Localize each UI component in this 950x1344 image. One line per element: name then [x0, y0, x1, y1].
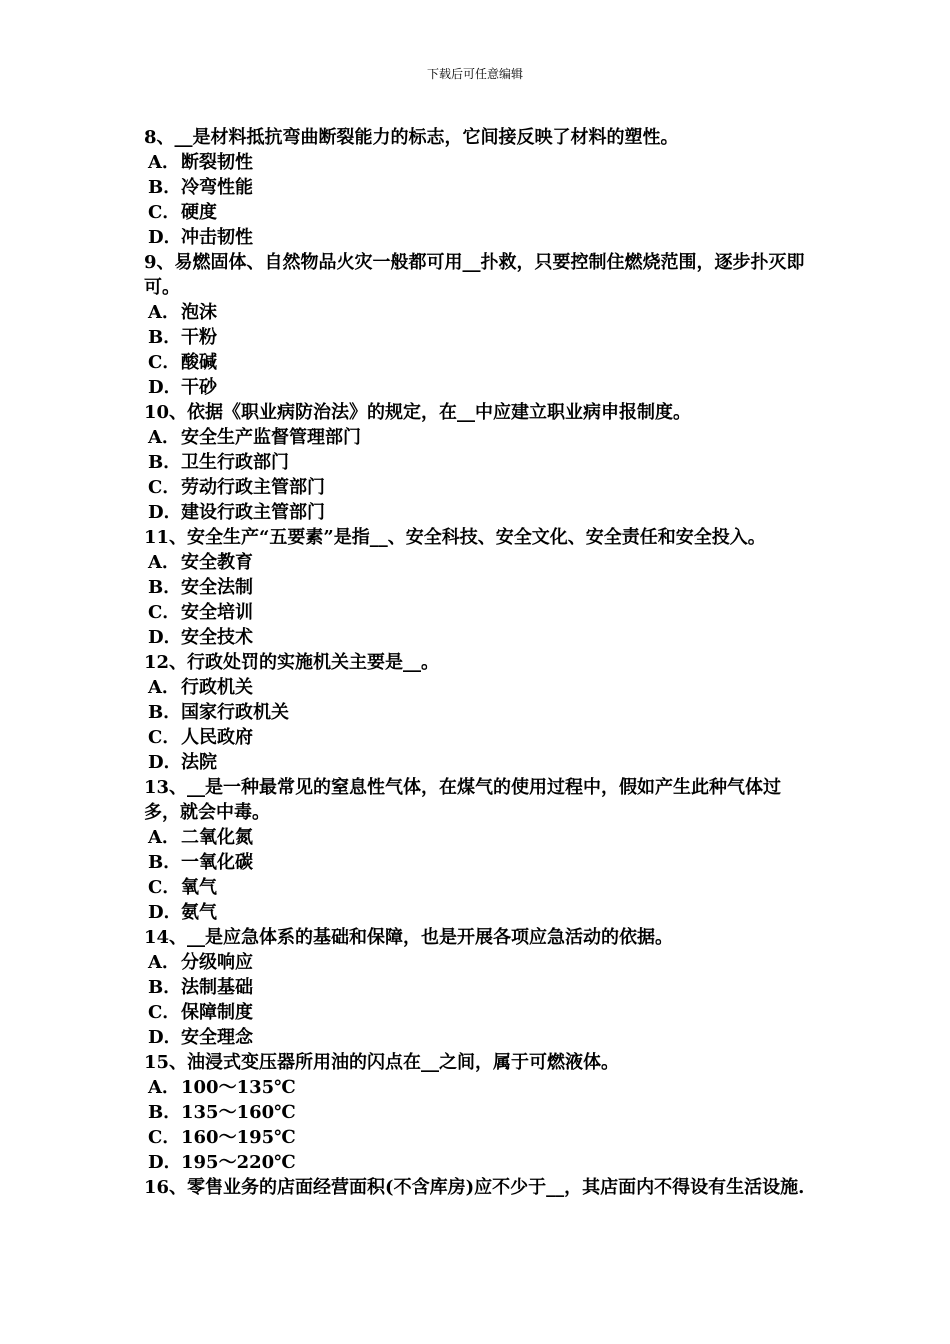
- option-letter: B．: [148, 977, 182, 998]
- option-text: 劳动行政主管部门: [181, 477, 325, 498]
- option-letter: C．: [148, 477, 181, 498]
- option-letter: B．: [148, 327, 182, 348]
- option-text: 建设行政主管部门: [181, 502, 325, 523]
- option-b: [144, 175, 816, 200]
- option-text: 160～195℃: [181, 1127, 296, 1148]
- option-text: 冷弯性能: [181, 177, 253, 198]
- option-letter: B．: [148, 452, 182, 473]
- option-c: [144, 1125, 816, 1150]
- option-d: [144, 375, 816, 400]
- option-d: [144, 1025, 816, 1050]
- option-text: 100～135℃: [181, 1077, 296, 1098]
- option-letter: A．: [148, 677, 180, 698]
- option-c: [144, 600, 816, 625]
- option-letter: C．: [148, 202, 181, 223]
- question-8: [144, 125, 816, 250]
- option-c: [144, 350, 816, 375]
- option-letter: B．: [148, 577, 182, 598]
- option-text: 安全教育: [181, 552, 253, 573]
- option-letter: A．: [148, 427, 180, 448]
- option-text: 安全理念: [181, 1027, 253, 1048]
- question-11: [144, 525, 816, 650]
- option-a: [144, 425, 816, 450]
- question-stem: 16、零售业务的店面经营面积(不含库房)应不少于__，其店面内不得设有生活设施.: [144, 1177, 805, 1198]
- option-text: 氧气: [181, 877, 217, 898]
- option-b: [144, 450, 816, 475]
- page-header: 下载后可任意编辑: [426, 67, 523, 81]
- option-a: [144, 950, 816, 975]
- option-letter: C．: [148, 1127, 181, 1148]
- question-12: [144, 650, 816, 775]
- option-b: [144, 975, 816, 1000]
- option-letter: B．: [148, 1102, 182, 1123]
- option-letter: D．: [148, 502, 182, 523]
- option-letter: C．: [148, 602, 181, 623]
- option-a: [144, 300, 816, 325]
- option-a: [144, 550, 816, 575]
- option-text: 法制基础: [181, 977, 253, 998]
- option-text: 135～160℃: [181, 1102, 296, 1123]
- option-letter: C．: [148, 877, 181, 898]
- question-stem: 15、油浸式变压器所用油的闪点在__之间，属于可燃液体。: [144, 1052, 620, 1073]
- option-text: 保障制度: [181, 1002, 253, 1023]
- option-text: 行政机关: [181, 677, 253, 698]
- question-14: [144, 925, 816, 1050]
- option-letter: A．: [148, 827, 180, 848]
- option-d: [144, 625, 816, 650]
- option-text: 硬度: [181, 202, 217, 223]
- option-c: [144, 475, 816, 500]
- option-text: 安全培训: [181, 602, 253, 623]
- option-letter: D．: [148, 627, 182, 648]
- option-text: 分级响应: [181, 952, 253, 973]
- option-letter: D．: [148, 1152, 182, 1173]
- question-16: [144, 1175, 816, 1200]
- option-letter: A．: [148, 152, 180, 173]
- option-letter: D．: [148, 227, 182, 248]
- option-letter: D．: [148, 752, 182, 773]
- question-stem: 9、易燃固体、自然物品火灾一般都可用__扑救，只要控制住燃烧范围，逐步扑灭即可。: [144, 252, 805, 298]
- option-letter: B．: [148, 852, 182, 873]
- option-b: [144, 575, 816, 600]
- question-stem: 12、行政处罚的实施机关主要是__。: [144, 652, 440, 673]
- question-stem: 8、__是材料抵抗弯曲断裂能力的标志，它间接反映了材料的塑性。: [144, 127, 679, 148]
- question-stem: 13、__是一种最常见的窒息性气体，在煤气的使用过程中，假如产生此种气体过多，就会中毒。: [144, 777, 782, 823]
- option-text: 氨气: [181, 902, 217, 923]
- option-d: [144, 900, 816, 925]
- option-c: [144, 1000, 816, 1025]
- option-a: [144, 1075, 816, 1100]
- option-c: [144, 725, 816, 750]
- option-letter: A．: [148, 302, 180, 323]
- option-b: [144, 325, 816, 350]
- option-text: 安全法制: [181, 577, 253, 598]
- option-text: 国家行政机关: [181, 702, 289, 723]
- option-text: 安全技术: [181, 627, 253, 648]
- option-d: [144, 225, 816, 250]
- option-letter: A．: [148, 952, 180, 973]
- option-text: 干粉: [181, 327, 217, 348]
- option-text: 干砂: [181, 377, 217, 398]
- question-stem: 10、依据《职业病防治法》的规定，在__中应建立职业病申报制度。: [144, 402, 692, 423]
- option-text: 卫生行政部门: [181, 452, 289, 473]
- option-text: 酸碱: [181, 352, 217, 373]
- option-letter: C．: [148, 1002, 181, 1023]
- question-15: [144, 1050, 816, 1175]
- option-text: 冲击韧性: [181, 227, 253, 248]
- option-letter: B．: [148, 177, 182, 198]
- option-a: [144, 150, 816, 175]
- option-letter: D．: [148, 377, 182, 398]
- option-a: [144, 675, 816, 700]
- option-d: [144, 750, 816, 775]
- option-letter: D．: [148, 1027, 182, 1048]
- option-text: 断裂韧性: [181, 152, 253, 173]
- option-b: [144, 1100, 816, 1125]
- option-text: 法院: [181, 752, 217, 773]
- option-text: 泡沫: [181, 302, 217, 323]
- option-letter: A．: [148, 1077, 180, 1098]
- option-text: 195～220℃: [181, 1152, 296, 1173]
- option-d: [144, 1150, 816, 1175]
- option-letter: C．: [148, 352, 181, 373]
- option-c: [144, 875, 816, 900]
- option-letter: D．: [148, 902, 182, 923]
- option-text: 二氧化氮: [181, 827, 253, 848]
- question-stem: 11、安全生产“五要素”是指__、安全科技、安全文化、安全责任和安全投入。: [144, 527, 766, 548]
- question-stem: 14、__是应急体系的基础和保障，也是开展各项应急活动的依据。: [144, 927, 674, 948]
- question-9: [144, 250, 816, 400]
- option-d: [144, 500, 816, 525]
- option-text: 安全生产监督管理部门: [181, 427, 361, 448]
- option-letter: C．: [148, 727, 181, 748]
- option-text: 一氧化碳: [181, 852, 253, 873]
- option-b: [144, 700, 816, 725]
- question-10: [144, 400, 816, 525]
- question-list: [144, 125, 816, 1200]
- question-13: [144, 775, 816, 925]
- option-letter: A．: [148, 552, 180, 573]
- option-a: [144, 825, 816, 850]
- option-letter: B．: [148, 702, 182, 723]
- option-b: [144, 850, 816, 875]
- option-c: [144, 200, 816, 225]
- option-text: 人民政府: [181, 727, 253, 748]
